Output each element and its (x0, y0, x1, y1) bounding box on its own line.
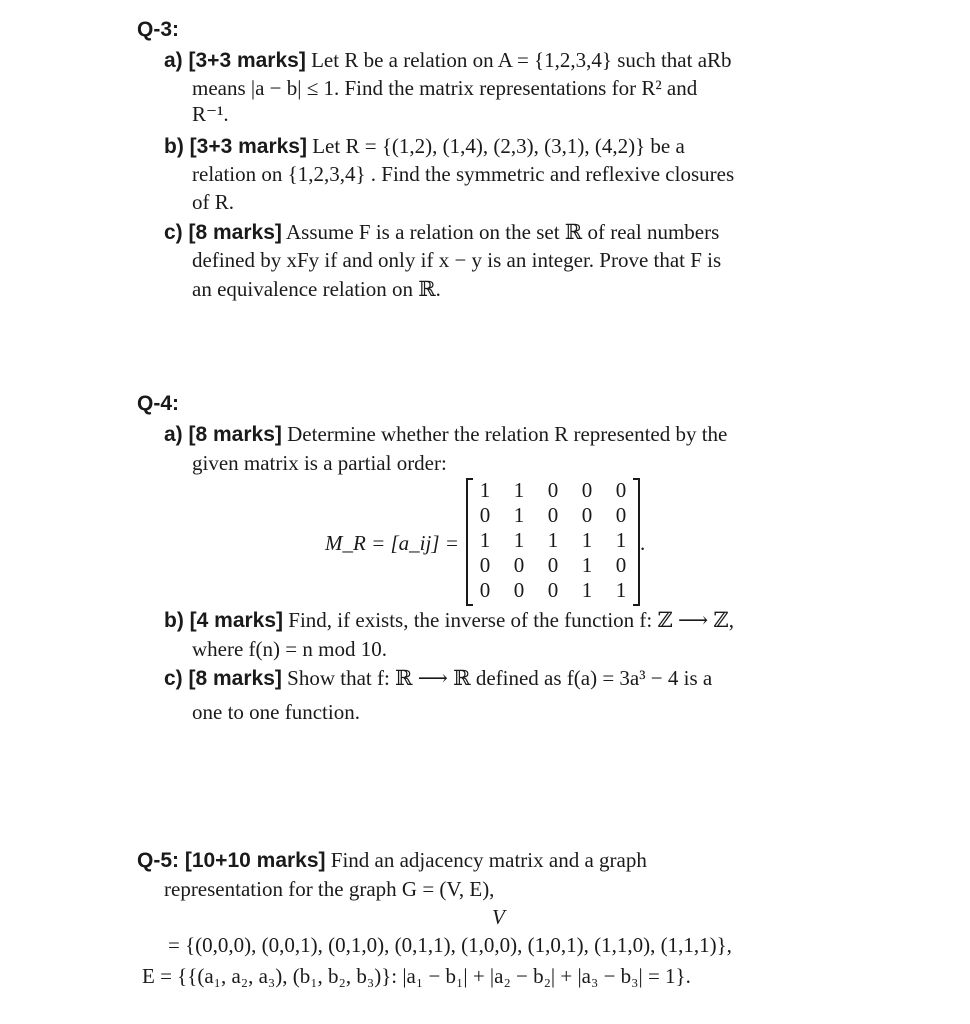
matrix (466, 478, 640, 606)
q3a-text2: means |a − b| ≤ 1. Find the matrix representations for R² and (192, 76, 698, 100)
matrix-cell: 0 (547, 578, 559, 602)
q3c-label: c) [8 marks] (164, 221, 282, 244)
matrix-cell: 1 (513, 478, 525, 502)
matrix-period: . (640, 531, 646, 555)
matrix-cell: 1 (615, 528, 627, 552)
q4a-label: a) [8 marks] (164, 423, 282, 446)
q3a-text3: R⁻¹. (192, 102, 229, 126)
q4-heading: Q-4: (137, 392, 179, 415)
matrix-cell: 1 (581, 578, 593, 602)
q4b-line1 (164, 606, 734, 635)
q4b-label: b) [4 marks] (164, 609, 284, 632)
matrix-cell: 0 (547, 503, 559, 527)
matrix-cell: 0 (615, 503, 627, 527)
matrix-cell: 1 (479, 478, 491, 502)
q4b-text2: where f(n) = n mod 10. (192, 637, 387, 661)
q3b-text3: of R. (192, 190, 234, 214)
matrix-row (468, 503, 638, 528)
matrix-cell: 0 (547, 478, 559, 502)
q3a-label: a) [3+3 marks] (164, 49, 306, 72)
q5-line1 (137, 846, 647, 875)
matrix-cell: 0 (581, 503, 593, 527)
matrix-cell: 1 (547, 528, 559, 552)
matrix-cell: 0 (615, 478, 627, 502)
q4c-text1: Show that f: ℝ ⟶ ℝ defined as f(a) = 3a³ − 4 is a (287, 666, 713, 690)
matrix-label: M_R = [a_ij] = (325, 531, 459, 555)
q5-text1: Find an adjacency matrix and a graph (330, 848, 647, 872)
q5-text2: representation for the graph G = (V, E), (164, 877, 495, 901)
matrix-cell: 0 (513, 553, 525, 577)
q5-edge-set: E = {{(a₁, a₂, a₃), (b₁, b₂, b₃)}: |a₁ − b₁| + |a₂ − b₂| + |a₃ − b₃| = 1}. (142, 964, 691, 988)
matrix-row (468, 578, 638, 603)
q4a-line1 (164, 420, 727, 449)
matrix-row (468, 553, 638, 578)
q5-vertex-set: = {(0,0,0), (0,0,1), (0,1,0), (0,1,1), (1,0,0), (1,0,1), (1,1,0), (1,1,1)}, (168, 933, 732, 957)
q3c-text3: an equivalence relation on ℝ. (192, 277, 441, 301)
q3a-text1: Let R be a relation on A = {1,2,3,4} such that aRb (311, 48, 732, 72)
matrix-cell: 1 (581, 553, 593, 577)
matrix-cell: 1 (615, 578, 627, 602)
q5-v-label: V (492, 905, 505, 929)
q3c-line1 (164, 218, 719, 247)
q3b-text1: Let R = {(1,2), (1,4), (2,3), (3,1), (4,2)} be a (312, 134, 685, 158)
q4a-text1: Determine whether the relation R represented by the (287, 422, 728, 446)
q4c-line1 (164, 664, 712, 693)
matrix-row (468, 478, 638, 503)
q5-heading: Q-5: [10+10 marks] (137, 849, 326, 872)
q3b-text2: relation on {1,2,3,4} . Find the symmetric and reflexive closures (192, 162, 735, 186)
q3b-label: b) [3+3 marks] (164, 135, 307, 158)
matrix-cell: 0 (615, 553, 627, 577)
matrix-cell: 1 (581, 528, 593, 552)
q4b-text1: Find, if exists, the inverse of the function f: ℤ ⟶ ℤ, (288, 608, 734, 632)
matrix-cell: 0 (479, 553, 491, 577)
q4c-label: c) [8 marks] (164, 667, 282, 690)
matrix-cell: 1 (479, 528, 491, 552)
q3b-line1 (164, 132, 685, 161)
q3-heading: Q-3: (137, 18, 179, 41)
q4a-text2: given matrix is a partial order: (192, 451, 447, 475)
q3c-text1: Assume F is a relation on the set ℝ of real numbers (285, 220, 720, 244)
matrix-row (468, 528, 638, 553)
matrix-cell: 0 (581, 478, 593, 502)
matrix-cell: 0 (479, 578, 491, 602)
q3a-line1 (164, 46, 732, 75)
matrix-cell: 1 (513, 528, 525, 552)
q3c-text2: defined by xFy if and only if x − y is an integer. Prove that F is (192, 248, 722, 272)
q4c-text2: one to one function. (192, 700, 360, 724)
matrix-cell: 0 (547, 553, 559, 577)
matrix-cell: 1 (513, 503, 525, 527)
matrix-cell: 0 (513, 578, 525, 602)
matrix-cell: 0 (479, 503, 491, 527)
